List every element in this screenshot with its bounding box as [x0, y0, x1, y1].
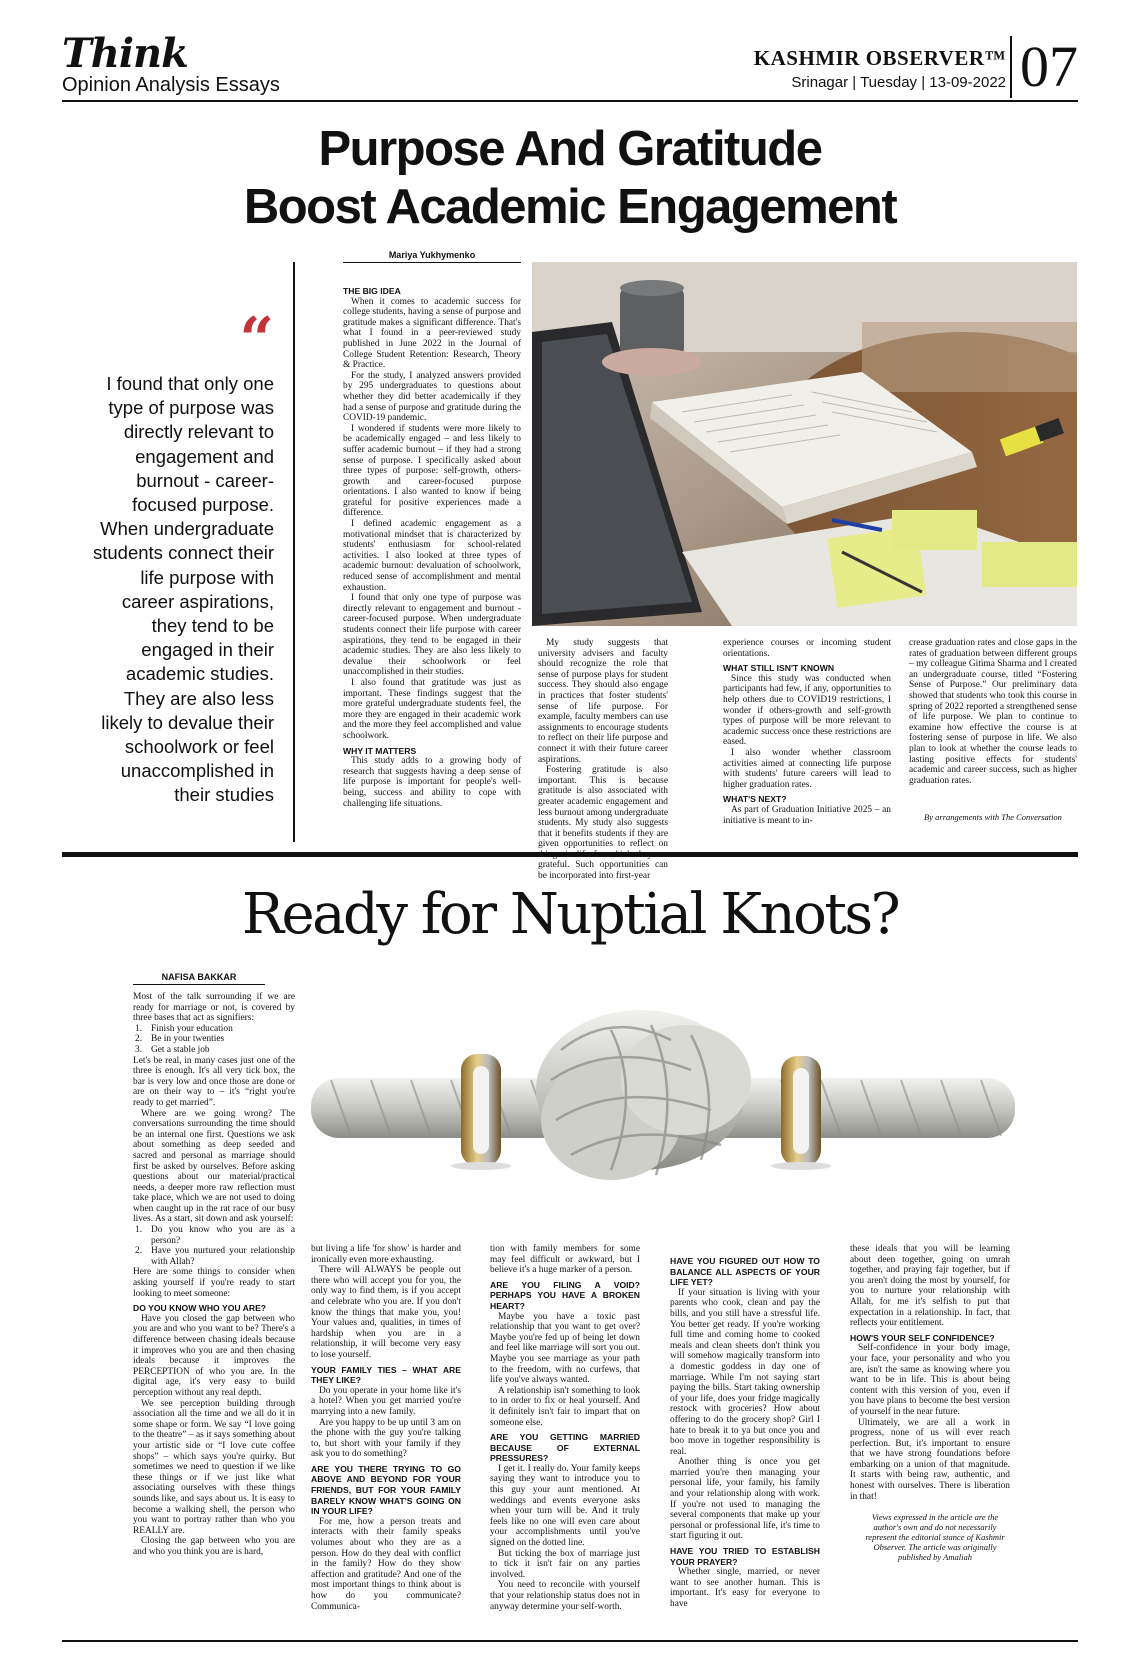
paragraph: If your situation is living with your parents who cook, clean and pay the bills, and you still have a stressful life. You better get ready. If you're working full time and coming home to cooked meals and clean sheets don't think you will somehow magically transform into a domestic goddess in day one of marriage. While I'm not saying start paying the bills. Start taking ownership of your life, does your fridge magically restock with groceries? How about offering to do the grocery shop? Girl I hate to break it to ya but once you and boo move in together responsibility is real. [670, 1287, 820, 1457]
pull-quote-text: I found that only one type of purpose was directly relevant to engagement and burnout - career-focused purpose. When undergraduate students connect their life purpose with career aspirations, they tend to be engaged in their academic studies. They are also less likely to devalue their schoolwork or feel unaccomplished in their studies [93, 373, 274, 806]
paragraph: You need to reconcile with yourself that your relationship status does not in anyway determine your self-worth. [490, 1580, 640, 1612]
paragraph: Ultimately, we are all a work in progress, none of us will ever reach perfection. But, it's important to ensure that we have strong foundations before embarking on a union of that magnitude. It starts with being raw, authentic, and honest with ourselves. There is liberation in that! [850, 1417, 1010, 1502]
paragraph: I also wonder whether classroom activities aimed at connecting life purpose with students' future careers will lead to higher graduation rates. [723, 747, 891, 790]
subhead: DO YOU KNOW WHO YOU ARE? [133, 1303, 267, 1314]
subhead: THE BIG IDEA [343, 286, 401, 296]
paragraph: For me, how a person treats and interacts with their family speaks volumes about who they are as a person. How do they deal with conflict in the family? How do they show affection and gratitude? And one of the most important things to think about is how do you communicate? Communica- [311, 1516, 461, 1612]
paragraph: I also found that gratitude was just as important. These findings suggest that the more grateful undergraduate students feel, the more they are engaged in their academic work and the more they feel accomplished and value schoolwork. [343, 677, 521, 741]
quote-mark-icon: “ [239, 305, 274, 375]
subhead: YOUR FAMILY TIES – WHAT ARE THEY LIKE? [311, 1364, 461, 1386]
article2-column-4 [670, 1256, 820, 1610]
paragraph: This study adds to a growing body of research that suggests having a deep sense of life purpose is important for people's well-being, success and ability to cope with challenging life situations. [343, 756, 521, 809]
subhead: HAVE YOU FIGURED OUT HOW TO BALANCE ALL ASPECTS OF YOUR LIFE YET? [670, 1256, 820, 1288]
headline-line-2: Boost Academic Engagement [243, 180, 897, 234]
paragraph: but living a life 'for show' is harder and ironically even more exhausting. [311, 1244, 461, 1265]
subhead: HOW'S YOUR SELF CONFIDENCE? [850, 1332, 995, 1343]
paragraph: crease graduation rates and close gaps in the rates of graduation between different groups – my colleague Gitima Sharma and I created an undergraduate course, titled “Fostering Sense of Purpose.” Our preliminary data showed that students who took this course in spring of 2022 reported a strengthened sense of life purpose. We plan to continue to examine how effective the course is at fostering sense of purpose in life. We also plan to look at whether the course leads to lasting positive effects for students' academic and career success, such as higher graduation rates. [909, 638, 1077, 786]
paragraph: I defined academic engagement as a motivational mindset that is characterized by students' enthusiasm for school-related activities. I also looked at three types of academic burnout: devaluation of schoolwork, reduced sense of accomplishment and mental exhaustion. [343, 519, 521, 593]
rope-knot-image [311, 970, 1015, 1230]
section-subtitle: Opinion Analysis Essays [62, 74, 280, 96]
article2-column-3 [490, 1244, 640, 1612]
subhead: ARE YOU FILING A VOID? PERHAPS YOU HAVE A BROKEN HEART? [490, 1279, 640, 1311]
paragraph: Where are we going wrong? The conversations surrounding the time should be an internal one first. Questions we ask about something as deep seeded and sacred and personal as marriage should first be asked by ourselves. Before asking questions about our material/practical needs, a deeper more raw reflection must take place, which we are not used to doing when caught up in the rat race of our busy lives. As a start, sit down and ask yourself: [133, 1108, 295, 1225]
article2-byline: NAFISA BAKKAR [133, 972, 265, 985]
paragraph: Another thing is once you get married you're then managing your personal life, your family, his family and your relationship along with work. If you're not used to managing the several components that make up your personal or professional life, it's time to start figuring it out. [670, 1457, 820, 1542]
headline-line-1: Purpose And Gratitude [318, 122, 822, 176]
list-item: 3. Get a stable job [135, 1044, 210, 1055]
open-book-laptop-image [532, 262, 1077, 626]
paragraph: My study suggests that university advisers and faculty should recognize the role that sense of purpose plays for student success. They should also engage in practices that foster students' sense of life purpose. For example, faculty members can use assignments to encourage students to reflect on their life purpose and connect it with their future career aspirations. [538, 638, 668, 765]
paragraph: tion with family members for some may feel difficult or awkward, but I believe it's a huge marker of a person. [490, 1244, 640, 1276]
article1-credit: By arrangements with The Conversation [924, 812, 1062, 822]
paragraph: Self-confidence in your body image, your face, your personality and who you are, isn't the same as knowing where you want to be in life. This is about being content with this version of you, even if you have plans to become the best version of yourself in the near future. [850, 1343, 1010, 1417]
paragraph: Are you happy to be up until 3 am on the phone with the guy you're talking to, but short with your family if they ask you to do something? [311, 1417, 461, 1460]
paragraph: Let's be real, in many cases just one of the three is enough. It's all very tick box, the bar is very low and once those are done or are on their way to – it's “right you're ready to get married”. [133, 1055, 295, 1108]
masthead [62, 30, 1078, 102]
article2-column-5 [850, 1244, 1010, 1502]
paragraph: For the study, I analyzed answers provided by 295 undergraduates to questions about whether they did better academically if they had a sense of purpose and gratitude during the COVID-19 pandemic. [343, 370, 521, 424]
subhead: ARE YOU THERE TRYING TO GO ABOVE AND BEYOND FOR YOUR FRIENDS, BUT FOR YOUR FAMILY BARELY KNOW WHAT'S GOING ON IN YOUR LIFE? [311, 1463, 461, 1517]
list-item: 1. Finish your education [135, 1023, 233, 1034]
paragraph: I found that only one type of purpose was directly relevant to engagement and burnout - career-focused purpose. When undergraduate students connect their life purpose with career aspirations, they tend to be engaged in their academic studies. They are also less likely to devalue their schoolwork or feel unaccomplished in their studies. [343, 593, 521, 678]
paragraph: these ideals that you will be learning about deen together, going on umrah together, and praying fajr together, but if you aren't doing the most by yourself, for you to nurture your relationship with Allah, for me it's selfish to put that expectation in a relationship. In fact, that reflects your entitlement. [850, 1244, 1010, 1329]
study-desk-photo [532, 262, 1077, 626]
column-divider [293, 262, 295, 842]
paragraph: When it comes to academic success for college students, having a sense of purpose and gratitude makes a significant difference. That's what I found in a peer-reviewed study published in June 2022 in the Journal of College Student Retention: Research, Theory & Practice. [343, 296, 521, 371]
list-item: 2. Be in your twenties [135, 1034, 225, 1045]
paragraph: There will ALWAYS be people out there who will accept you for you, the only way to find them, is if you accept and celebrate who you are. If you don't know the things that make you, you! Your values and, qualities, in times of hardship when you are in a relationship, it will become very easy to lose yourself. [311, 1265, 461, 1360]
pull-quote [86, 305, 274, 808]
paragraph: I get it. I really do. Your family keeps saying they want to introduce you to this guy your aunt mentioned. At weddings and events everyone asks when your turn will be. And it truly feels like no one will even care about your accomplishments until you've signed on the dotted line. [490, 1463, 640, 1549]
paragraph: Since this study was conducted when participants had few, if any, opportunities to help others due to COVID19 restrictions, I wonder if others-growth and self-growth types of purpose will be more relevant to academic success once these restrictions are eased. [723, 673, 891, 748]
list-item: 2. Have you nurtured your relationship with Allah? [135, 1246, 295, 1267]
paragraph: Maybe you have a toxic past relationship that you want to get over? Maybe you're fed up of being let down and feel like marriage will sort you out. Maybe you see marriage as your path to the freedom, with no curfews, that life you've always wanted. [490, 1311, 640, 1386]
subhead: ARE YOU GETTING MARRIED BECAUSE OF EXTERNAL PRESSURES? [490, 1432, 640, 1464]
subhead: HAVE YOU TRIED TO ESTABLISH YOUR PRAYER? [670, 1546, 820, 1567]
paragraph: experience courses or incoming student orientations. [723, 638, 891, 659]
paragraph: We see perception building through association all the time and we all do it in some shape or form. We say “I love going to the theatre” – as it says something about your artistic side or “I love cute coffee shops” – which says you're quirky. But sometimes we need to question if we like these things or if we just like what associating ourselves with these things sounds like, and says about us. It is easy to become a walking shell, the person who you want to portray rather than who you REALLY are. [133, 1398, 295, 1536]
rope-knot-rings-photo [311, 970, 1015, 1230]
article2-headline: Ready for Nuptial Knots? [241, 882, 899, 947]
page-bottom-rule [62, 1640, 1078, 1642]
paragraph: Here are some things to consider when asking yourself if you're ready to start looking to meet someone: [133, 1267, 295, 1299]
article1-column-1 [343, 286, 521, 809]
article1-column-2 [538, 638, 668, 882]
paragraph: Most of the talk surrounding if we are ready for marriage or not, is covered by three bases that act as signifiers: [133, 992, 295, 1024]
article2-column-1 [133, 992, 295, 1557]
paragraph: Have you closed the gap between who you are and who you want to be? There's a difference between chasing ideals because it improves who you are and then chasing ideals because it improves the PERCEPTION of who you are. In the digital age, it's very easy to build perception without any real depth. [133, 1313, 295, 1398]
paragraph: A relationship isn't something to look to in order to fix or heal yourself. And it definitely isn't fair to impart that on someone else. [490, 1385, 640, 1428]
article2-disclaimer: Views expressed in the article are the author's own and do not necessarily represent the editorial stance of Kashmir Observer. The article was originally published by Amaliah [865, 1512, 1005, 1562]
subhead: WHAT STILL ISN'T KNOWN [723, 663, 835, 674]
newspaper-name: KASHMIR OBSERVER™ [753, 46, 1006, 70]
paragraph: Whether single, married, or never want to see another human. This is important. It's easy for everyone to have [670, 1567, 820, 1609]
article2-column-2 [311, 1244, 461, 1612]
paragraph: But ticking the box of marriage just to tick it isn't fair on any parties involved. [490, 1548, 640, 1580]
paragraph: I wondered if students were more likely to be academically engaged – and less likely to suffer academic burnout – if they had a strong sense of purpose. I specifically asked about three types of purpose: self-growth, others-growth and career-focused purpose orientations. I also wanted to know if being grateful for positive experiences made a difference. [343, 423, 521, 519]
article1-column-3 [723, 638, 891, 826]
subhead: WHAT'S NEXT? [723, 794, 787, 805]
article1-byline: Mariya Yukhymenko [343, 250, 521, 263]
article1-column-4 [909, 638, 1077, 786]
section-divider [62, 852, 1078, 857]
paragraph: Closing the gap between who you are and who you think you are is hard, [133, 1536, 295, 1557]
section-title: Think [62, 30, 188, 77]
edition-date: Srinagar | Tuesday | 13-09-2022 [791, 74, 1006, 91]
paragraph: As part of Graduation Initiative 2025 – an initiative is meant to in- [723, 804, 891, 826]
page-number: 07 [1010, 36, 1078, 98]
article1-headline [120, 120, 1020, 236]
paragraph: Do you operate in your home like it's a hotel? When you get married you're marrying into a new family. [311, 1385, 461, 1417]
subhead: WHY IT MATTERS [343, 745, 417, 756]
list-item: 1. Do you know who you are as a person? [135, 1225, 295, 1246]
paragraph: Fostering gratitude is also important. This is because gratitude is also associated with greater academic engagement and less burnout among undergraduate students. My study also suggests that it benefits students if they are given opportunities to reflect on grateful. Such opportunities can be incorporated into first-year [538, 765, 668, 882]
